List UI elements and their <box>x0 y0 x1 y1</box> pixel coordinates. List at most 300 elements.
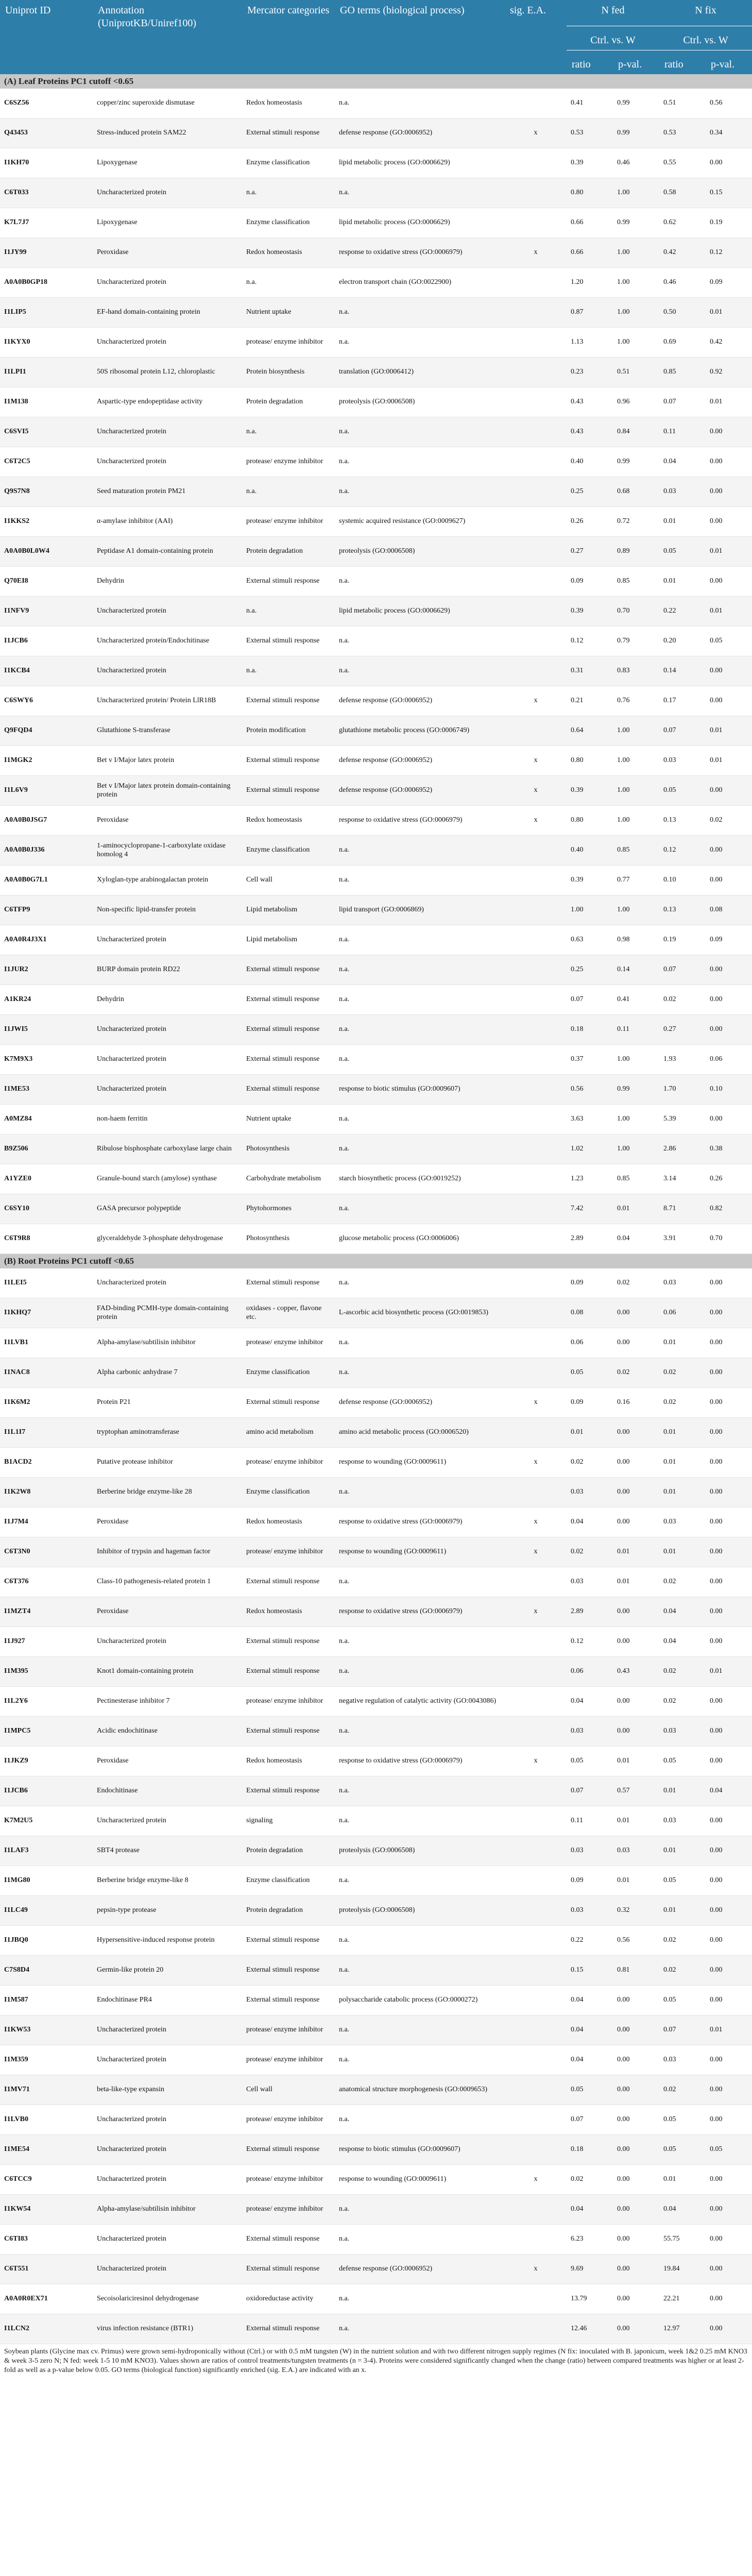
nfed-pval-cell: 0.00 <box>613 1597 659 1627</box>
mercator-category-cell: Protein degradation <box>242 1896 335 1926</box>
uniprot-id-cell: K7M2U5 <box>0 1806 93 1836</box>
sig-ea-cell: x <box>505 806 567 836</box>
sig-ea-cell <box>505 985 567 1015</box>
nfix-ratio-cell: 0.04 <box>659 2195 706 2225</box>
uniprot-id-cell: A0A0B0GP18 <box>0 268 93 298</box>
nfix-pval-cell: 0.00 <box>706 1597 752 1627</box>
sig-ea-cell <box>505 2284 567 2314</box>
nfix-pval-cell: 0.42 <box>706 328 752 358</box>
sig-ea-cell <box>505 1224 567 1254</box>
table-row <box>0 1657 752 1687</box>
nfed-pval-cell: 0.41 <box>613 985 659 1015</box>
nfed-pval-cell: 0.51 <box>613 358 659 387</box>
uniprot-id-cell: C6T2C5 <box>0 447 93 477</box>
nfed-ratio-cell: 0.66 <box>567 238 613 268</box>
mercator-category-cell: Enzyme classification <box>242 1478 335 1507</box>
nfed-pval-cell: 1.00 <box>613 716 659 746</box>
nfed-ratio-cell: 0.15 <box>567 1956 613 1986</box>
table-row <box>0 1448 752 1478</box>
nfix-ratio-cell: 0.07 <box>659 387 706 417</box>
nfed-ratio-cell: 0.80 <box>567 178 613 208</box>
go-term-cell: polysaccharide catabolic process (GO:0000272) <box>335 1986 505 2015</box>
mercator-category-cell: protease/ enzyme inhibitor <box>242 447 335 477</box>
go-term-cell: n.a. <box>335 1358 505 1388</box>
nfix-ratio-cell: 0.14 <box>659 656 706 686</box>
nfed-pval-cell: 0.85 <box>613 1164 659 1194</box>
go-term-cell: n.a. <box>335 2195 505 2225</box>
sig-ea-cell <box>505 597 567 626</box>
table-row <box>0 358 752 387</box>
table-row <box>0 507 752 537</box>
nfix-pval-cell: 0.34 <box>706 118 752 148</box>
sig-ea-cell <box>505 328 567 358</box>
nfed-pval-cell: 0.00 <box>613 2314 659 2344</box>
annotation-cell: tryptophan aminotransferase <box>93 1418 242 1448</box>
nfed-ratio-cell: 0.64 <box>567 716 613 746</box>
nfed-pval-cell: 0.00 <box>613 1687 659 1717</box>
table-row <box>0 1164 752 1194</box>
annotation-cell: Dehydrin <box>93 567 242 597</box>
go-term-cell: n.a. <box>335 1045 505 1075</box>
mercator-category-cell: Enzyme classification <box>242 1358 335 1388</box>
nfix-ratio-cell: 0.01 <box>659 2165 706 2195</box>
nfix-pval-cell: 0.00 <box>706 1105 752 1134</box>
nfed-ratio-cell: 0.39 <box>567 866 613 895</box>
annotation-cell: Uncharacterized protein <box>93 2045 242 2075</box>
sig-ea-cell <box>505 656 567 686</box>
nfed-pval-cell: 0.85 <box>613 836 659 866</box>
mercator-category-cell: protease/ enzyme inhibitor <box>242 2105 335 2135</box>
mercator-category-cell: External stimuli response <box>242 1627 335 1657</box>
table-row <box>0 1328 752 1358</box>
nfed-pval-cell: 0.83 <box>613 656 659 686</box>
uniprot-id-cell: I1L1I7 <box>0 1418 93 1448</box>
go-term-cell: n.a. <box>335 1015 505 1045</box>
nfed-pval-cell: 1.00 <box>613 1045 659 1075</box>
nfed-pval-cell: 0.00 <box>613 1507 659 1537</box>
mercator-category-cell: Cell wall <box>242 866 335 895</box>
annotation-cell: GASA precursor polypeptide <box>93 1194 242 1224</box>
sig-ea-cell <box>505 1657 567 1687</box>
nfix-pval-cell: 0.00 <box>706 1627 752 1657</box>
mercator-category-cell: Photosynthesis <box>242 1134 335 1164</box>
uniprot-id-cell: I1ME53 <box>0 1075 93 1105</box>
sig-ea-cell <box>505 2314 567 2344</box>
annotation-cell: Uncharacterized protein <box>93 1627 242 1657</box>
annotation-cell: Seed maturation protein PM21 <box>93 477 242 507</box>
nfix-ratio-cell: 0.62 <box>659 208 706 238</box>
go-term-cell: n.a. <box>335 1657 505 1687</box>
nfix-pval-cell: 0.00 <box>706 985 752 1015</box>
nfix-pval-cell: 0.01 <box>706 746 752 776</box>
table-row <box>0 1926 752 1956</box>
nfed-pval-cell: 0.72 <box>613 507 659 537</box>
nfix-ratio-cell: 0.01 <box>659 1328 706 1358</box>
nfix-ratio-cell: 0.02 <box>659 1657 706 1687</box>
nfed-ratio-cell: 0.07 <box>567 985 613 1015</box>
uniprot-id-cell: I1LIP5 <box>0 298 93 328</box>
go-term-cell: n.a. <box>335 985 505 1015</box>
nfed-pval-cell: 1.00 <box>613 298 659 328</box>
uniprot-id-cell: I1KH70 <box>0 148 93 178</box>
nfix-ratio-cell: 12.97 <box>659 2314 706 2344</box>
mercator-category-cell: oxidoreductase activity <box>242 2284 335 2314</box>
table-row <box>0 1956 752 1986</box>
go-term-cell: response to wounding (GO:0009611) <box>335 1537 505 1567</box>
nfed-pval-cell: 1.00 <box>613 806 659 836</box>
nfix-pval-cell: 0.00 <box>706 1448 752 1478</box>
table-row <box>0 2135 752 2165</box>
nfed-ratio-cell: 13.79 <box>567 2284 613 2314</box>
nfed-pval-cell: 1.00 <box>613 328 659 358</box>
nfix-ratio-cell: 0.07 <box>659 716 706 746</box>
go-term-cell: n.a. <box>335 955 505 985</box>
nfix-ratio-cell: 0.03 <box>659 1806 706 1836</box>
sig-ea-cell <box>505 1986 567 2015</box>
nfed-pval-cell: 0.77 <box>613 866 659 895</box>
uniprot-id-cell: I1MGK2 <box>0 746 93 776</box>
annotation-cell: non-haem ferritin <box>93 1105 242 1134</box>
table-row <box>0 656 752 686</box>
nfed-pval-cell: 0.99 <box>613 208 659 238</box>
nfed-pval-cell: 0.89 <box>613 537 659 567</box>
go-term-cell: n.a. <box>335 626 505 656</box>
nfix-pval-cell: 0.09 <box>706 268 752 298</box>
table-row <box>0 2255 752 2284</box>
annotation-cell: Xyloglan-type arabinogalactan protein <box>93 866 242 895</box>
uniprot-id-cell: C6T376 <box>0 1567 93 1597</box>
mercator-category-cell: protease/ enzyme inhibitor <box>242 1448 335 1478</box>
sig-ea-cell: x <box>505 1448 567 1478</box>
nfix-pval-cell: 0.00 <box>706 1836 752 1866</box>
nfix-ratio-cell: 0.07 <box>659 2015 706 2045</box>
uniprot-id-cell: C6SVI5 <box>0 417 93 447</box>
nfed-pval-cell: 0.99 <box>613 118 659 148</box>
nfed-ratio-cell: 0.80 <box>567 806 613 836</box>
annotation-cell: Uncharacterized protein <box>93 2135 242 2165</box>
uniprot-id-cell: I1KCB4 <box>0 656 93 686</box>
nfed-pval-cell: 0.00 <box>613 1627 659 1657</box>
nfed-pval-cell: 0.85 <box>613 567 659 597</box>
annotation-cell: Peroxidase <box>93 238 242 268</box>
nfed-pval-cell: 0.81 <box>613 1956 659 1986</box>
nfed-ratio-cell: 0.43 <box>567 387 613 417</box>
sig-ea-cell <box>505 1627 567 1657</box>
uniprot-id-cell: C6SY10 <box>0 1194 93 1224</box>
go-term-cell: n.a. <box>335 1776 505 1806</box>
nfix-pval-cell: 0.00 <box>706 2284 752 2314</box>
nfed-pval-cell: 0.00 <box>613 1418 659 1448</box>
mercator-category-cell: External stimuli response <box>242 985 335 1015</box>
sig-ea-cell <box>505 208 567 238</box>
mercator-category-cell: n.a. <box>242 417 335 447</box>
table-row <box>0 1045 752 1075</box>
go-term-cell: starch biosynthetic process (GO:0019252) <box>335 1164 505 1194</box>
nfed-ratio-cell: 0.41 <box>567 89 613 118</box>
go-term-cell: glutathione metabolic process (GO:0006749) <box>335 716 505 746</box>
table-row <box>0 1627 752 1657</box>
go-term-cell: proteolysis (GO:0006508) <box>335 1836 505 1866</box>
nfix-pval-cell: 0.00 <box>706 1687 752 1717</box>
annotation-cell: Uncharacterized protein <box>93 178 242 208</box>
nfed-pval-cell: 0.98 <box>613 925 659 955</box>
uniprot-id-cell: Q43453 <box>0 118 93 148</box>
annotation-cell: Stress-induced protein SAM22 <box>93 118 242 148</box>
sig-ea-cell <box>505 1194 567 1224</box>
nfed-pval-cell: 0.57 <box>613 1776 659 1806</box>
nfed-pval-cell: 0.76 <box>613 686 659 716</box>
go-term-cell: defense response (GO:0006952) <box>335 776 505 806</box>
uniprot-id-cell: I1J927 <box>0 1627 93 1657</box>
nfix-pval-cell: 0.00 <box>706 1806 752 1836</box>
mercator-category-cell: protease/ enzyme inhibitor <box>242 507 335 537</box>
annotation-cell: Peroxidase <box>93 1507 242 1537</box>
nfix-pval-cell: 0.00 <box>706 1717 752 1747</box>
mercator-category-cell: Redox homeostasis <box>242 1507 335 1537</box>
annotation-cell: Uncharacterized protein <box>93 2225 242 2255</box>
go-term-cell: n.a. <box>335 1478 505 1507</box>
nfed-ratio-cell: 0.43 <box>567 417 613 447</box>
nfed-pval-cell: 0.00 <box>613 2075 659 2105</box>
uniprot-id-cell: I1MZT4 <box>0 1597 93 1627</box>
go-term-cell: n.a. <box>335 298 505 328</box>
go-term-cell: response to oxidative stress (GO:0006979) <box>335 806 505 836</box>
nfed-pval-cell: 0.00 <box>613 1986 659 2015</box>
go-term-cell: n.a. <box>335 178 505 208</box>
mercator-category-cell: Redox homeostasis <box>242 1597 335 1627</box>
annotation-cell: FAD-binding PCMH-type domain-containing protein <box>93 1298 242 1328</box>
go-term-cell: proteolysis (GO:0006508) <box>335 1896 505 1926</box>
table-row <box>0 746 752 776</box>
table-row <box>0 776 752 806</box>
sig-ea-cell <box>505 1134 567 1164</box>
uniprot-id-cell: I1KW54 <box>0 2195 93 2225</box>
table-row <box>0 1836 752 1866</box>
sig-ea-cell <box>505 178 567 208</box>
uniprot-id-cell: A0A0R0EX71 <box>0 2284 93 2314</box>
table-row <box>0 1567 752 1597</box>
nfed-pval-cell: 0.00 <box>613 2225 659 2255</box>
table-row <box>0 1134 752 1164</box>
nfix-pval-cell: 0.02 <box>706 806 752 836</box>
uniprot-id-cell: I1JKZ9 <box>0 1747 93 1776</box>
nfed-ratio-cell: 0.03 <box>567 1836 613 1866</box>
nfix-ratio-cell: 0.03 <box>659 1717 706 1747</box>
sig-ea-cell: x <box>505 1388 567 1418</box>
sig-ea-cell <box>505 1956 567 1986</box>
annotation-cell: α-amylase inhibitor (AAI) <box>93 507 242 537</box>
go-term-cell: n.a. <box>335 2015 505 2045</box>
col-sig: sig. E.A. <box>505 0 567 74</box>
sig-ea-cell <box>505 148 567 178</box>
sig-ea-cell <box>505 1105 567 1134</box>
nfed-pval-cell: 0.00 <box>613 2015 659 2045</box>
uniprot-id-cell: I1M587 <box>0 1986 93 2015</box>
nfed-pval-cell: 1.00 <box>613 1134 659 1164</box>
annotation-cell: Hypersensitive-induced response protein <box>93 1926 242 1956</box>
go-term-cell: response to wounding (GO:0009611) <box>335 2165 505 2195</box>
col-subgroup-nfed: Ctrl. vs. W <box>567 26 659 50</box>
table-row <box>0 1986 752 2015</box>
nfix-ratio-cell: 0.02 <box>659 1926 706 1956</box>
nfix-pval-cell: 0.10 <box>706 1075 752 1105</box>
go-term-cell: lipid transport (GO:0006869) <box>335 895 505 925</box>
go-term-cell: n.a. <box>335 447 505 477</box>
uniprot-id-cell: I1K6M2 <box>0 1388 93 1418</box>
go-term-cell: lipid metabolic process (GO:0006629) <box>335 148 505 178</box>
nfix-pval-cell: 0.00 <box>706 1328 752 1358</box>
mercator-category-cell: Protein biosynthesis <box>242 358 335 387</box>
annotation-cell: Uncharacterized protein <box>93 1075 242 1105</box>
nfed-ratio-cell: 0.09 <box>567 1866 613 1896</box>
table-row <box>0 148 752 178</box>
annotation-cell: Uncharacterized protein <box>93 656 242 686</box>
uniprot-id-cell: A1KR24 <box>0 985 93 1015</box>
go-term-cell: n.a. <box>335 1926 505 1956</box>
nfix-ratio-cell: 0.53 <box>659 118 706 148</box>
mercator-category-cell: Enzyme classification <box>242 1866 335 1896</box>
nfed-ratio-cell: 0.04 <box>567 1986 613 2015</box>
mercator-category-cell: External stimuli response <box>242 1015 335 1045</box>
uniprot-id-cell: I1M359 <box>0 2045 93 2075</box>
nfed-ratio-cell: 0.07 <box>567 1776 613 1806</box>
uniprot-id-cell: I1JCB6 <box>0 1776 93 1806</box>
sig-ea-cell <box>505 89 567 118</box>
nfed-ratio-cell: 0.06 <box>567 1657 613 1687</box>
sig-ea-cell <box>505 1896 567 1926</box>
nfix-pval-cell: 0.26 <box>706 1164 752 1194</box>
sig-ea-cell <box>505 1926 567 1956</box>
nfix-ratio-cell: 0.05 <box>659 1986 706 2015</box>
annotation-cell: Peroxidase <box>93 1747 242 1776</box>
mercator-category-cell: External stimuli response <box>242 1045 335 1075</box>
nfed-pval-cell: 0.02 <box>613 1268 659 1298</box>
table-row <box>0 2105 752 2135</box>
annotation-cell: Bet v I/Major latex protein <box>93 746 242 776</box>
table-row <box>0 866 752 895</box>
nfix-ratio-cell: 0.05 <box>659 776 706 806</box>
nfix-pval-cell: 0.00 <box>706 148 752 178</box>
go-term-cell: n.a. <box>335 1134 505 1164</box>
go-term-cell: n.a. <box>335 328 505 358</box>
mercator-category-cell: Photosynthesis <box>242 1224 335 1254</box>
table-row <box>0 417 752 447</box>
nfed-ratio-cell: 0.40 <box>567 836 613 866</box>
nfed-pval-cell: 0.46 <box>613 148 659 178</box>
mercator-category-cell: Protein degradation <box>242 387 335 417</box>
nfix-pval-cell: 0.00 <box>706 2045 752 2075</box>
annotation-cell: Peptidase A1 domain-containing protein <box>93 537 242 567</box>
annotation-cell: Granule-bound starch (amylose) synthase <box>93 1164 242 1194</box>
table-row <box>0 178 752 208</box>
table-row <box>0 567 752 597</box>
uniprot-id-cell: C6SWY6 <box>0 686 93 716</box>
uniprot-id-cell: I1KKS2 <box>0 507 93 537</box>
mercator-category-cell: protease/ enzyme inhibitor <box>242 328 335 358</box>
go-term-cell: n.a. <box>335 1567 505 1597</box>
nfix-pval-cell: 0.00 <box>706 686 752 716</box>
uniprot-id-cell: I1LVB1 <box>0 1328 93 1358</box>
annotation-cell: Acidic endochitinase <box>93 1717 242 1747</box>
sig-ea-cell <box>505 716 567 746</box>
nfed-ratio-cell: 0.04 <box>567 2015 613 2045</box>
nfed-pval-cell: 0.99 <box>613 1075 659 1105</box>
nfix-pval-cell: 0.12 <box>706 238 752 268</box>
nfed-pval-cell: 1.00 <box>613 178 659 208</box>
go-term-cell: n.a. <box>335 1717 505 1747</box>
table-row <box>0 1478 752 1507</box>
go-term-cell: n.a. <box>335 925 505 955</box>
mercator-category-cell: protease/ enzyme inhibitor <box>242 2045 335 2075</box>
nfix-pval-cell: 0.00 <box>706 567 752 597</box>
sig-ea-cell: x <box>505 1747 567 1776</box>
sig-ea-cell <box>505 1015 567 1045</box>
nfix-pval-cell: 0.01 <box>706 597 752 626</box>
table-row <box>0 1388 752 1418</box>
nfix-pval-cell: 0.06 <box>706 1045 752 1075</box>
mercator-category-cell: n.a. <box>242 656 335 686</box>
nfix-ratio-cell: 0.04 <box>659 447 706 477</box>
nfed-pval-cell: 0.00 <box>613 2165 659 2195</box>
mercator-category-cell: Redox homeostasis <box>242 1747 335 1776</box>
nfed-pval-cell: 0.03 <box>613 1836 659 1866</box>
nfix-ratio-cell: 0.58 <box>659 178 706 208</box>
mercator-category-cell: External stimuli response <box>242 1268 335 1298</box>
nfix-ratio-cell: 0.03 <box>659 1507 706 1537</box>
mercator-category-cell: Phytohormones <box>242 1194 335 1224</box>
nfed-pval-cell: 0.32 <box>613 1896 659 1926</box>
table-row <box>0 895 752 925</box>
annotation-cell: Pectinesterase inhibitor 7 <box>93 1687 242 1717</box>
annotation-cell: Endochitinase PR4 <box>93 1986 242 2015</box>
nfed-ratio-cell: 1.02 <box>567 1134 613 1164</box>
nfix-pval-cell: 0.09 <box>706 925 752 955</box>
mercator-category-cell: protease/ enzyme inhibitor <box>242 2165 335 2195</box>
nfed-ratio-cell: 0.02 <box>567 2165 613 2195</box>
annotation-cell: BURP domain protein RD22 <box>93 955 242 985</box>
mercator-category-cell: External stimuli response <box>242 1657 335 1687</box>
go-term-cell: amino acid metabolic process (GO:0006520) <box>335 1418 505 1448</box>
uniprot-id-cell: I1JBQ0 <box>0 1926 93 1956</box>
uniprot-id-cell: K7L7J7 <box>0 208 93 238</box>
sig-ea-cell <box>505 1687 567 1717</box>
sig-ea-cell <box>505 2045 567 2075</box>
sig-ea-cell <box>505 1567 567 1597</box>
nfed-pval-cell: 1.00 <box>613 238 659 268</box>
nfix-ratio-cell: 0.02 <box>659 985 706 1015</box>
sig-ea-cell <box>505 507 567 537</box>
table-row <box>0 1075 752 1105</box>
uniprot-id-cell: C6T3N0 <box>0 1537 93 1567</box>
uniprot-id-cell: I1JY99 <box>0 238 93 268</box>
nfix-ratio-cell: 0.12 <box>659 836 706 866</box>
sig-ea-cell <box>505 1268 567 1298</box>
uniprot-id-cell: I1LEI5 <box>0 1268 93 1298</box>
go-term-cell: n.a. <box>335 1806 505 1836</box>
go-term-cell: L-ascorbic acid biosynthetic process (GO:0019853) <box>335 1298 505 1328</box>
mercator-category-cell: External stimuli response <box>242 2314 335 2344</box>
nfed-pval-cell: 0.00 <box>613 2255 659 2284</box>
uniprot-id-cell: C6TFP9 <box>0 895 93 925</box>
nfix-ratio-cell: 0.01 <box>659 1418 706 1448</box>
table-row <box>0 1597 752 1627</box>
nfix-pval-cell: 0.00 <box>706 1537 752 1567</box>
nfix-pval-cell: 0.00 <box>706 1388 752 1418</box>
sig-ea-cell <box>505 866 567 895</box>
go-term-cell: n.a. <box>335 836 505 866</box>
sig-ea-cell <box>505 836 567 866</box>
uniprot-id-cell: A0A0B0G7L1 <box>0 866 93 895</box>
